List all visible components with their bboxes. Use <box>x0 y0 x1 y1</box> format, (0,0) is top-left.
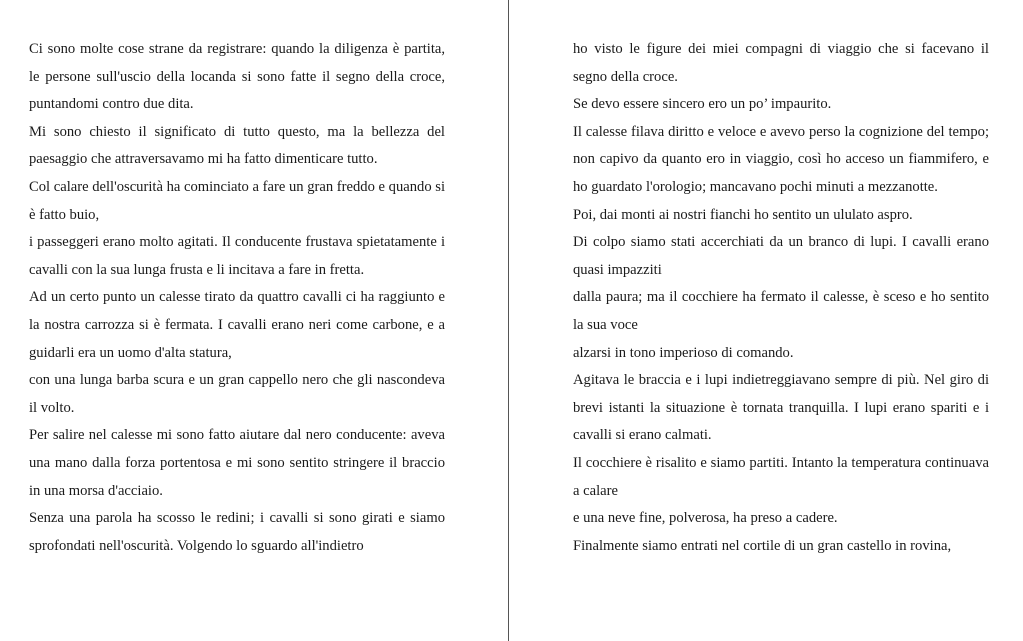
paragraph: e una neve fine, polverosa, ha preso a cadere. <box>573 510 838 527</box>
paragraph: Agitava le braccia e i lupi indietreggiavano sempre di più. Nel giro di brevi istanti la situazione è tornata tranquilla. I lupi erano spariti e i cavalli si erano calmati. <box>573 372 989 444</box>
paragraph: Il cocchiere è risalito e siamo partiti. Intanto la temperatura continuava a calare <box>573 454 989 499</box>
paragraph: i passeggeri erano molto agitati. Il conducente frustava spietatamente i cavalli con la sua lunga frusta e li incitava a fare in fretta. <box>29 234 445 278</box>
paragraph: dalla paura; ma il cocchiere ha fermato il calesse, è sceso e ho sentito la sua voce <box>573 289 989 333</box>
right-page-text <box>573 36 989 560</box>
left-page-text <box>29 36 445 560</box>
paragraph: ho visto le figure dei miei compagni di viaggio che si facevano il segno della croce. <box>573 41 989 85</box>
paragraph: Senza una parola ha scosso le redini; i cavalli si sono girati e siamo sprofondati nell'oscurità. Volgendo lo sguardo all'indietro <box>29 510 445 554</box>
paragraph: Se devo essere sincero ero un po’ impaurito. <box>573 96 832 113</box>
paragraph: Per salire nel calesse mi sono fatto aiutare dal nero conducente: aveva una mano dalla forza portentosa e mi sono sentito stringere il braccio in una morsa d'acciaio. <box>29 427 445 499</box>
paragraph: Col calare dell'oscurità ha cominciato a fare un gran freddo e quando si è fatto buio, <box>29 178 445 223</box>
page-divider <box>508 0 509 641</box>
paragraph: Finalmente siamo entrati nel cortile di un gran castello in rovina, <box>573 537 952 554</box>
paragraph: Poi, dai monti ai nostri fianchi ho sentito un ululato aspro. <box>573 206 913 223</box>
paragraph: Il calesse filava diritto e veloce e avevo perso la cognizione del tempo; non capivo da quanto ero in viaggio, così ho acceso un fiammifero, e ho guardato l'orologio; mancavano pochi minuti a mezzanotte. <box>573 123 989 195</box>
paragraph: Ad un certo punto un calesse tirato da quattro cavalli ci ha raggiunto e la nostra carrozza si è fermata. I cavalli erano neri come carbone, e a guidarli era un uomo d'alta statura, <box>29 289 445 361</box>
paragraph: Di colpo siamo stati accerchiati da un branco di lupi. I cavalli erano quasi impazziti <box>573 234 989 278</box>
paragraph: alzarsi in tono imperioso di comando. <box>573 344 794 361</box>
paragraph: Mi sono chiesto il significato di tutto questo, ma la bellezza del paesaggio che attraversavamo mi ha fatto dimenticare tutto. <box>29 123 445 168</box>
paragraph: Ci sono molte cose strane da registrare: quando la diligenza è partita, le persone sull'uscio della locanda si sono fatte il segno della croce, puntandomi contro due dita. <box>29 41 445 113</box>
paragraph: con una lunga barba scura e un gran cappello nero che gli nascondeva il volto. <box>29 372 445 416</box>
